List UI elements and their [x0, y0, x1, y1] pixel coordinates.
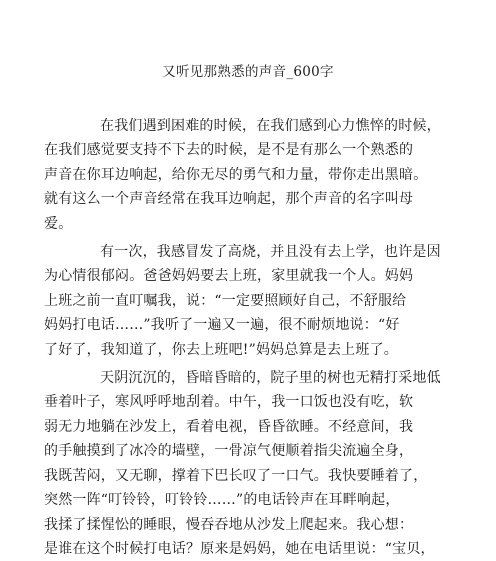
- paragraph-line: 我既苦闷，又无聊，撑着下巴长叹了一口气。我快要睡着了，: [44, 467, 428, 484]
- paragraph-line: 有一次，我感冒发了高烧，并且没有去上学，也许是因: [100, 244, 441, 261]
- paragraph-line: 我揉了揉惺忪的睡眼，慢吞吞地从沙发上爬起来。我心想：: [44, 516, 414, 533]
- paragraph-line: 在我们感觉要支持不下去的时候，是不是有那么一个熟悉的: [44, 142, 414, 159]
- paragraph-line: 在我们遇到困难的时候，在我们感到心力憔悴的时候，: [100, 118, 441, 134]
- paragraph: [44, 114, 441, 236]
- paragraph-line: 为心情很郁闷。爸爸妈妈要去上班，家里就我一个人。妈妈: [44, 268, 414, 285]
- paragraph-line: 上班之前一直叮嘱我，说：“一定要照顾好自己，不舒服给: [44, 292, 407, 309]
- paragraph-line: 就有这么一个声音经常在我耳边响起，那个声音的名字叫母: [44, 191, 414, 208]
- paragraph-line: 天阴沉沉的，昏暗昏暗的，院子里的树也无精打采地低: [100, 370, 441, 387]
- paragraph-line: 妈妈打电话……”我听了一遍又一遍，很不耐烦地说：“好: [44, 317, 400, 334]
- paragraph-line: 声音在你耳边响起，给你无尽的勇气和力量，带你走出黑暗。: [44, 166, 428, 183]
- paragraph-line: 是谁在这个时候打电话？原来是妈妈，她在电话里说：“宝贝，: [44, 540, 435, 557]
- paragraph: [44, 366, 441, 561]
- paragraph-line: 爱。: [44, 215, 73, 232]
- paragraph-line: 突然一阵“叮铃铃，叮铃铃……”的电话铃声在耳畔响起，: [44, 492, 400, 509]
- document-title: 又听见那熟悉的声音_600字: [162, 64, 334, 80]
- paragraph: [44, 240, 441, 362]
- paragraph-line: 弱无力地躺在沙发上，看着电视，昏昏欲睡。不经意间，我: [44, 418, 414, 435]
- paragraph-line: 了好了，我知道了，你去上班吧!”妈妈总算是去上班了。: [44, 341, 398, 358]
- document-body: [44, 114, 441, 561]
- paragraph-line: 垂着叶子，寒风呼呼地刮着。中午，我一口饭也没有吃，软: [44, 394, 414, 411]
- paragraph-line: 的手触摸到了冰冷的墙壁，一骨凉气便顺着指尖流遍全身，: [44, 443, 414, 460]
